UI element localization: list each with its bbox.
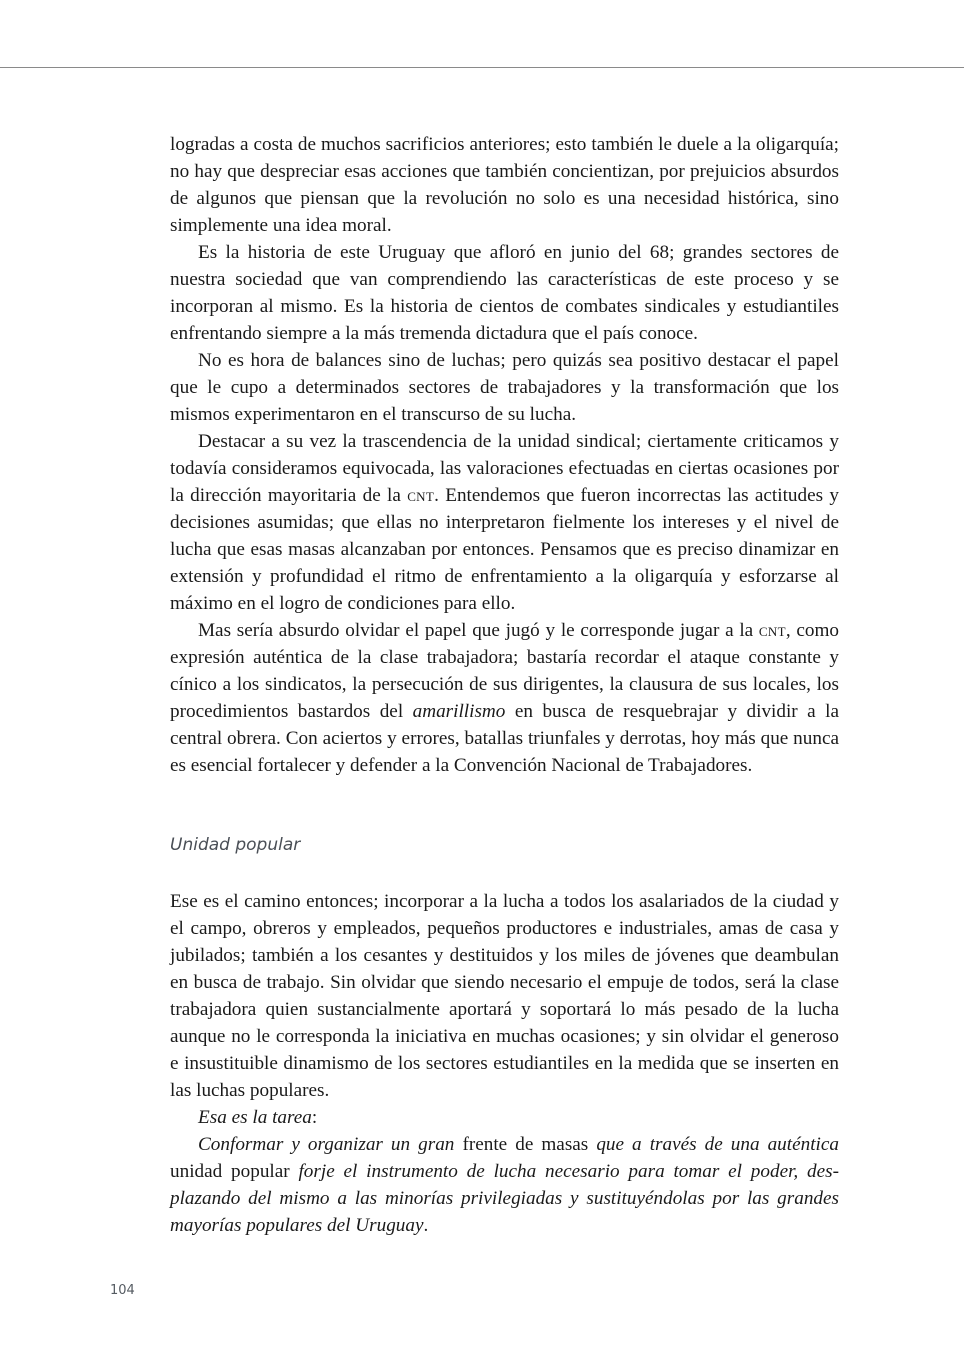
paragraph: No es hora de balances sino de luchas; pero quizás sea positivo destacar el papel que le cupo a determinados sectores de trabajadores y la transformación que los mismos experimentaron en el transcurso de su lucha. (170, 350, 839, 425)
italic-text: forje el instrumento de lucha necesario para tomar el poder, desplazando del mismo a las minorías privilegiadas y sustituyéndolas por las grandes mayorías populares del Uruguay (170, 1161, 840, 1236)
text-run: unidad popular (170, 1161, 299, 1182)
page-number: 104 (110, 1283, 135, 1298)
italic-term: amarillismo (412, 701, 506, 722)
acronym-cnt: cnt (407, 485, 435, 506)
section-heading: Unidad popular (170, 835, 301, 855)
acronym-cnt: cnt (758, 620, 786, 641)
body-text-section-1 (170, 131, 839, 779)
paragraph (170, 428, 839, 617)
body-text-section-2 (170, 888, 839, 1239)
text-run: . Entendemos que fueron incorrectas las actitudes y decisiones asumidas; que ellas no interpretaron fielmente los intereses y el nivel de lucha que esas masas alcanzaban por entonces. Pensamos que es preciso dinamizar en extensión y profundidad el ritmo de enfrentamiento a la oligarquía y esforzarse al máximo en el logro de condiciones para ello. (170, 485, 839, 614)
italic-text: que a través de una auténtica (596, 1134, 839, 1155)
text-run: frente de masas (454, 1134, 597, 1155)
text-run: Destacar a su vez la trascendencia de la unidad sindical; ciertamente criticamos y todavía consideramos equivocada, las valoraciones efectuadas en ciertas ocasiones por la dirección mayoritaria de la (170, 431, 839, 506)
paragraph (170, 1104, 839, 1131)
paragraph (170, 1131, 839, 1239)
paragraph (170, 617, 839, 779)
paragraph: Ese es el camino entonces; incorporar a la lucha a todos los asalariados de la ciudad y el campo, obreros y empleados, pequeños productores e industriales, amas de casa y jubilados; también a los cesantes y destituidos y los miles de jóvenes que deambulan en busca de trabajo. Sin olvidar que siendo necesario el empuje de todos, será la clase trabajadora quien sustancialmente aportará y soportará lo más pesado de la lucha aunque no le corresponda la iniciativa en muchas ocasiones; y sin olvidar el generoso e insustituible dinamismo de los sectores estudiantiles en la medida que se inserten en las luchas populares. (170, 891, 839, 1101)
text-run: . (423, 1215, 429, 1236)
text-run: Mas sería absurdo olvidar el papel que jugó y le corresponde jugar a la (198, 620, 759, 641)
paragraph: logradas a costa de muchos sacrificios anteriores; esto también le duele a la oligarquía; no hay que despreciar esas acciones que también concientizan, por prejuicios absurdos de algunos que piensan que la revolución no solo es una necesidad histórica, sino simplemente una idea moral. (170, 134, 839, 236)
italic-text: Esa es la tarea (198, 1107, 312, 1128)
text-run: : (311, 1107, 318, 1128)
header-rule (0, 67, 964, 68)
paragraph: Es la historia de este Uruguay que afloró en junio del 68; grandes sectores de nuestra sociedad que van comprendiendo las características de este proceso y se incorporan al mismo. Es la historia de cientos de combates sindicales y estudiantiles enfrentando siempre a la más tremenda dictadura que el país conoce. (170, 242, 839, 344)
italic-text: Conformar y organizar un gran (198, 1134, 455, 1155)
text-run: en busca de resquebrajar y dividir a la central obrera. Con aciertos y errores, batallas triunfales y derrotas, hoy más que nunca es esencial fortalecer y defender a la Convención Nacional de Trabajadores. (170, 701, 840, 776)
text-run: , como expresión auténtica de la clase trabajadora; bastaría recordar el ataque constante y cínico a los sindicatos, la persecución de sus dirigentes, la clausura de sus locales, los procedimientos bastardos del (170, 620, 839, 722)
